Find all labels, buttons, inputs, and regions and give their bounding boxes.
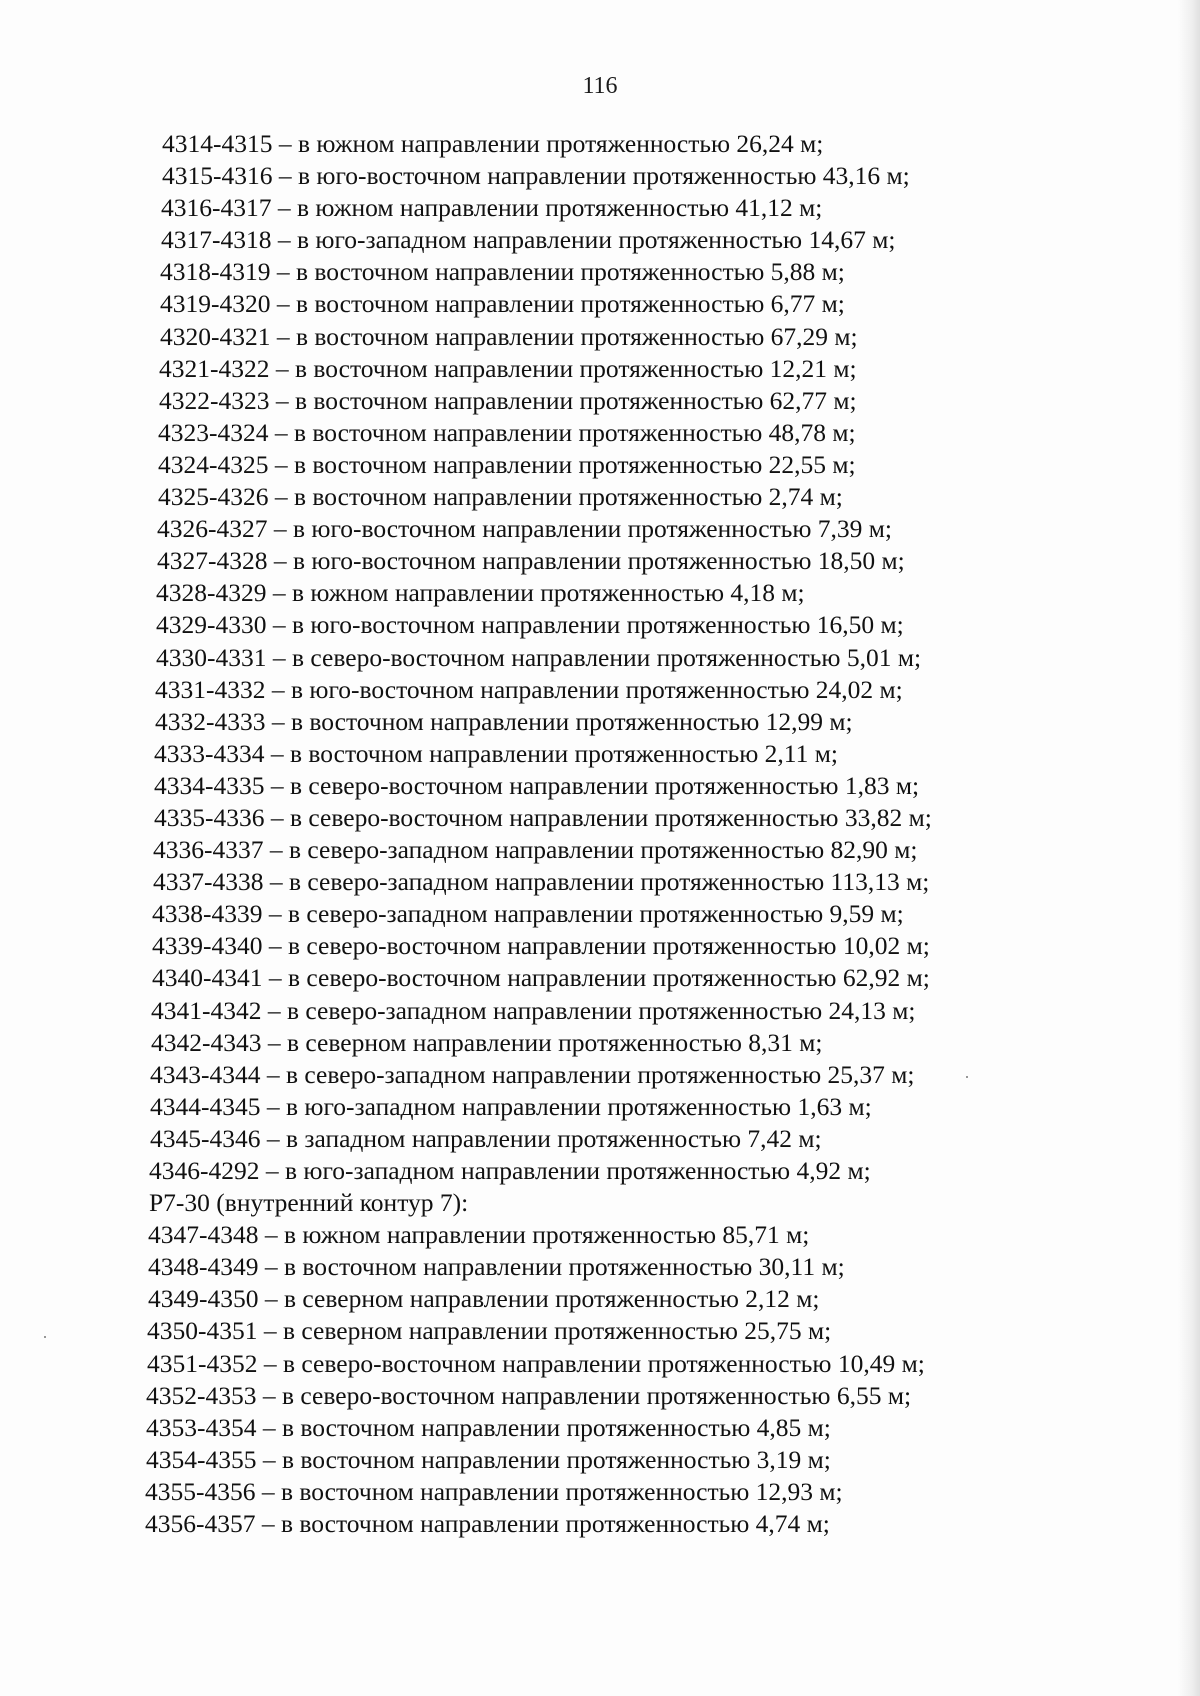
boundary-segment-line: 4346-4292 – в юго-западном направлении протяженностью 4,92 м; (149, 1156, 871, 1185)
boundary-segment-line: 4327-4328 – в юго-восточном направлении протяженностью 18,50 м; (157, 546, 905, 576)
boundary-segment-line: 4338-4339 – в северо-западном направлении протяженностью 9,59 м; (152, 899, 904, 929)
boundary-segment-line: 4337-4338 – в северо-западном направлении протяженностью 113,13 м; (153, 867, 930, 897)
boundary-segment-line: 4354-4355 – в восточном направлении протяженностью 3,19 м; (146, 1444, 831, 1474)
boundary-segment-line: 4333-4334 – в восточном направлении протяженностью 2,11 м; (154, 738, 838, 768)
boundary-segment-line: 4351-4352 – в северо-восточном направлении протяженностью 10,49 м; (147, 1348, 925, 1378)
boundary-segment-line: 4350-4351 – в северном направлении протяженностью 25,75 м; (147, 1316, 832, 1346)
boundary-segment-line: 4334-4335 – в северо-восточном направлении протяженностью 1,83 м; (154, 770, 920, 800)
boundary-segment-line: 4322-4323 – в восточном направлении протяженностью 62,77 м; (159, 385, 857, 415)
page-number: 116 (582, 73, 618, 99)
boundary-segment-line: 4347-4348 – в южном направлении протяженностью 85,71 м; (148, 1220, 810, 1250)
boundary-segment-line: 4323-4324 – в восточном направлении протяженностью 48,78 м; (158, 417, 856, 447)
boundary-segment-line: 4349-4350 – в северном направлении протяженностью 2,12 м; (148, 1284, 820, 1314)
boundary-segment-line: 4342-4343 – в северном направлении протяженностью 8,31 м; (151, 1027, 823, 1057)
boundary-segment-line: 4348-4349 – в восточном направлении протяженностью 30,11 м; (148, 1252, 845, 1282)
boundary-segment-line: 4329-4330 – в юго-восточном направлении протяженностью 16,50 м; (156, 610, 904, 640)
boundary-segment-line: 4319-4320 – в восточном направлении протяженностью 6,77 м; (160, 289, 845, 319)
boundary-segment-line: 4328-4329 – в южном направлении протяженностью 4,18 м; (156, 578, 805, 608)
boundary-segment-line: 4332-4333 – в восточном направлении протяженностью 12,99 м; (155, 706, 853, 736)
boundary-segment-line: 4336-4337 – в северо-западном направлении протяженностью 82,90 м; (153, 835, 918, 865)
boundary-segment-line: 4341-4342 – в северо-западном направлении протяженностью 24,13 м; (151, 995, 916, 1025)
boundary-segment-line: 4352-4353 – в северо-восточном направлении протяженностью 6,55 м; (146, 1380, 912, 1410)
scan-speck (966, 1076, 968, 1078)
boundary-segment-line: 4315-4316 – в юго-восточном направлении протяженностью 43,16 м; (162, 161, 910, 191)
boundary-segment-line: 4314-4315 – в южном направлении протяженностью 26,24 м; (162, 129, 824, 158)
boundary-segment-line: 4353-4354 – в восточном направлении протяженностью 4,85 м; (146, 1412, 831, 1442)
boundary-segment-line: 4316-4317 – в южном направлении протяженностью 41,12 м; (161, 193, 823, 223)
boundary-segment-line: 4344-4345 – в юго-западном направлении протяженностью 1,63 м; (150, 1091, 872, 1121)
boundary-segment-line: 4343-4344 – в северо-западном направлении протяженностью 25,37 м; (150, 1059, 915, 1089)
boundary-segment-list (0, 128, 1200, 1540)
boundary-segment-line: 4345-4346 – в западном направлении протяженностью 7,42 м; (150, 1123, 822, 1153)
section-heading: Р7-30 (внутренний контур 7): (149, 1188, 469, 1218)
scan-edge-shadow (1178, 0, 1200, 1696)
boundary-segment-line: 4317-4318 – в юго-западном направлении протяженностью 14,67 м; (161, 225, 896, 255)
boundary-segment-line: 4318-4319 – в восточном направлении протяженностью 5,88 м; (160, 257, 845, 287)
boundary-segment-line: 4325-4326 – в восточном направлении протяженностью 2,74 м; (158, 482, 843, 512)
boundary-segment-line: 4340-4341 – в северо-восточном направлении протяженностью 62,92 м; (152, 963, 930, 993)
boundary-segment-line: 4331-4332 – в юго-восточном направлении протяженностью 24,02 м; (155, 674, 903, 704)
boundary-segment-line: 4324-4325 – в восточном направлении протяженностью 22,55 м; (158, 449, 856, 479)
boundary-segment-line: 4355-4356 – в восточном направлении протяженностью 12,93 м; (145, 1476, 843, 1506)
boundary-segment-line: 4320-4321 – в восточном направлении протяженностью 67,29 м; (160, 321, 858, 351)
boundary-segment-line: 4339-4340 – в северо-восточном направлении протяженностью 10,02 м; (152, 931, 930, 961)
boundary-segment-line: 4326-4327 – в юго-восточном направлении протяженностью 7,39 м; (157, 514, 893, 544)
boundary-segment-line: 4321-4322 – в восточном направлении протяженностью 12,21 м; (159, 353, 857, 383)
boundary-segment-line: 4335-4336 – в северо-восточном направлении протяженностью 33,82 м; (154, 802, 932, 832)
boundary-segment-line: 4330-4331 – в северо-восточном направлении протяженностью 5,01 м; (156, 642, 922, 672)
boundary-segment-line: 4356-4357 – в восточном направлении протяженностью 4,74 м; (145, 1509, 830, 1539)
scan-speck (44, 1336, 46, 1338)
